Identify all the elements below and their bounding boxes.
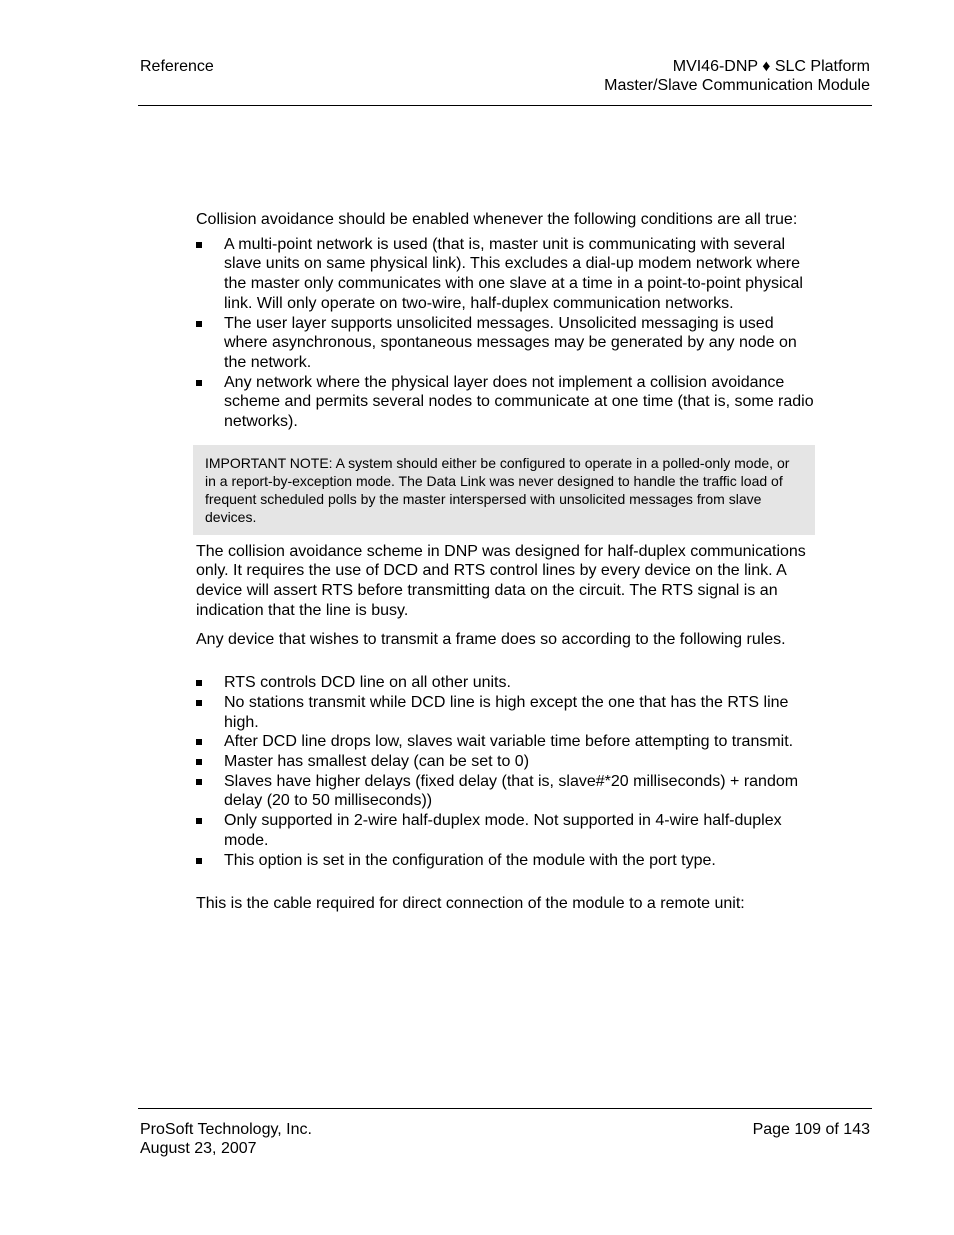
header-section-title: Reference xyxy=(140,58,214,75)
list-item-text: Master has smallest delay (can be set to 0) xyxy=(224,753,530,771)
footer-page-number: Page 109 of 143 xyxy=(752,1121,870,1138)
scheme-paragraph: The collision avoidance scheme in DNP was designed for half-duplex communications only. It requires the use of DCD and RTS control lines by every device on the link. A device will assert RTS before transmitting data on the circuit. The RTS signal is an indication that the line is busy. xyxy=(196,542,806,619)
bullet-icon xyxy=(196,858,202,864)
bullet-icon xyxy=(196,818,202,824)
footer-company: ProSoft Technology, Inc. xyxy=(140,1121,312,1138)
list-item-text: The user layer supports unsolicited messages. Unsolicited messaging is used where asynchronous, spontaneous messages may be generated by any node on the network. xyxy=(224,314,797,371)
list-item xyxy=(196,752,818,772)
bullet-icon xyxy=(196,380,202,386)
bullet-icon xyxy=(196,739,202,745)
list-item xyxy=(196,235,818,314)
bullet-icon xyxy=(196,700,202,706)
footer-date: August 23, 2007 xyxy=(140,1140,257,1157)
footer-left xyxy=(140,1120,312,1158)
list-item xyxy=(196,851,818,871)
list-item-text: Slaves have higher delays (fixed delay (that is, slave#*20 milliseconds) + random delay (20 to 50 milliseconds)) xyxy=(224,772,799,810)
rules-list xyxy=(196,673,818,870)
page-body xyxy=(196,210,818,914)
list-item-text: This option is set in the configuration of the module with the port type. xyxy=(224,851,716,869)
rules-paragraph: Any device that wishes to transmit a frame does so according to the following rules. xyxy=(196,630,786,648)
intro-paragraph: Collision avoidance should be enabled whenever the following conditions are all true: xyxy=(196,211,798,228)
list-item xyxy=(196,673,818,693)
conditions-list xyxy=(196,235,818,432)
header-product-line: MVI46-DNP ♦ SLC Platform xyxy=(672,58,870,75)
bullet-icon xyxy=(196,242,202,248)
bullet-icon xyxy=(196,759,202,765)
important-note-box: IMPORTANT NOTE: A system should either be configured to operate in a polled-only mode, or in a report-by-exception mode. The Data Link was never designed to handle the traffic load of frequent scheduled polls by the master interspersed with unsolicited messages from slave devices. xyxy=(193,445,815,535)
header-rule xyxy=(138,105,872,106)
list-item xyxy=(196,314,818,373)
list-item-text: Only supported in 2-wire half-duplex mode. Not supported in 4-wire half-duplex mode. xyxy=(224,812,782,849)
bullet-icon xyxy=(196,321,202,327)
list-item xyxy=(196,693,818,732)
list-item-text: Any network where the physical layer does not implement a collision avoidance scheme and permits several nodes to communicate at one time (that is, some radio networks). xyxy=(224,373,814,431)
footer-rule xyxy=(138,1108,872,1109)
list-item-text: A multi-point network is used (that is, master unit is communicating with several slave units on same physical link). This excludes a dial-up modem network where the master only communicates with one slave at a time in a point-to-point physical link. Will only operate on two-wire, half-duplex communication networks. xyxy=(224,235,803,312)
list-item xyxy=(196,732,818,752)
header-document-title xyxy=(604,57,870,95)
list-item xyxy=(196,772,818,811)
cable-paragraph: This is the cable required for direct connection of the module to a remote unit: xyxy=(196,895,745,913)
list-item-text: After DCD line drops low, slaves wait variable time before attempting to transmit. xyxy=(224,733,794,751)
list-item xyxy=(196,811,818,850)
list-item-text: RTS controls DCD line on all other units. xyxy=(224,674,511,692)
bullet-icon xyxy=(196,779,202,785)
list-item xyxy=(196,373,818,432)
list-item-text: No stations transmit while DCD line is high except the one that has the RTS line high. xyxy=(224,693,789,731)
header-module-line: Master/Slave Communication Module xyxy=(604,77,870,94)
bullet-icon xyxy=(196,680,202,686)
